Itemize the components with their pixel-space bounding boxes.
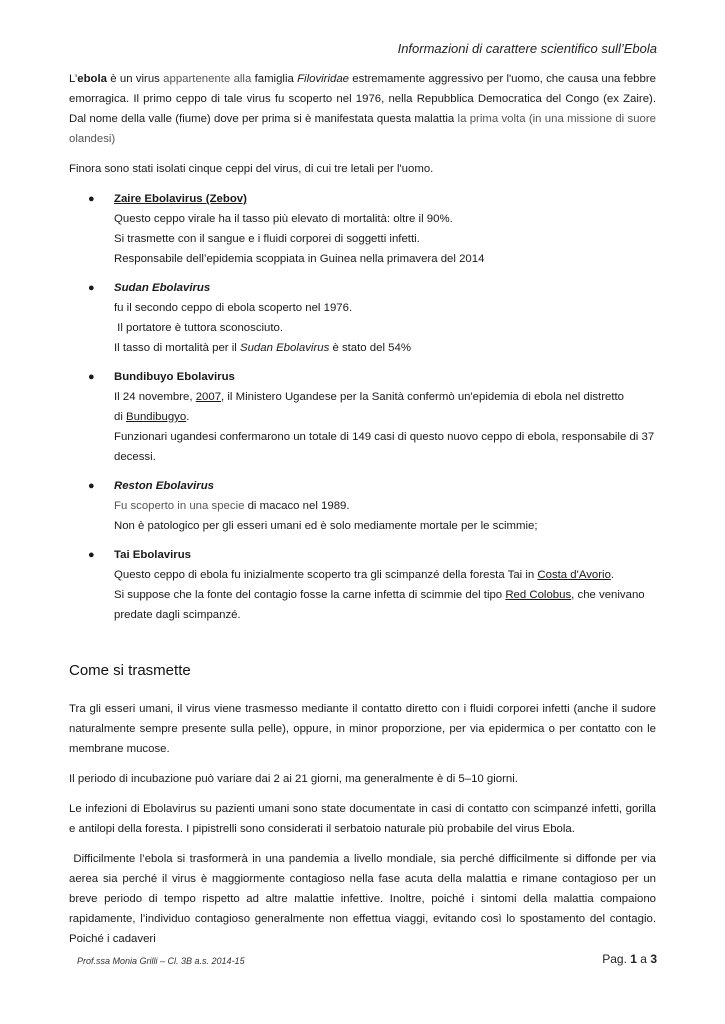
current-page: 1: [630, 952, 637, 966]
text-span: .: [610, 569, 615, 581]
bullet-icon: ●: [88, 480, 95, 492]
strains-intro-paragraph: Finora sono stati isolati cinque ceppi del virus, di cui tre letali per l'uomo.: [69, 163, 434, 175]
costa-davorio-link[interactable]: Costa d'Avorio: [537, 569, 611, 581]
bullet-icon: ●: [88, 549, 95, 561]
strain-line: Funzionari ugandesi confermarono un totale di 149 casi di questo nuovo ceppo di ebola, responsabile di 37 decessi.: [114, 431, 655, 463]
section-paragraph: Le infezioni di Ebolavirus su pazienti umani sono state documentate in casi di contatto con scimpanzé infetti, gorilla e antilopi della foresta. I pipistrelli sono considerati il serbatoio naturale più probabile del virus Ebola.: [69, 803, 656, 835]
strain-line: [114, 387, 656, 407]
strain-line: Non è patologico per gli esseri umani ed è solo mediamente mortale per le scimmie;: [114, 520, 538, 532]
intro-paragraph: [69, 69, 656, 149]
page-number: [602, 952, 657, 966]
strain-line: [114, 496, 656, 516]
section-heading: Come si trasmette: [69, 662, 191, 679]
text-span: Pag.: [602, 952, 631, 966]
strain-title: Sudan Ebolavirus: [114, 282, 211, 294]
section-paragraph: Tra gli esseri umani, il virus viene trasmesso mediante il contatto diretto con i fluidi corporei infetti (anche il sudore naturalmente sempre presente sulla pelle), oppure, in minor proporzione, per via epidermica o per contatto con le membrane mucose.: [69, 703, 656, 755]
strain-item-reston: [69, 476, 656, 536]
text-span: estremamente aggressivo per l'uomo, che causa una febbre emorragica. Il primo ceppo di tale virus fu scoperto nel 1976, nella Repubblica Democratica del Congo (ex Zaire). Dal nome della valle (fiume) dove per prima si è manifestata questa malattia: [69, 73, 656, 125]
strain-line: [114, 585, 656, 625]
strain-title: Bundibuyo Ebolavirus: [114, 371, 235, 383]
text-span: L’: [69, 73, 78, 85]
strain-line: fu il secondo ceppo di ebola scoperto nel 1976.: [114, 302, 353, 314]
strain-item-tai: [69, 545, 656, 625]
text-span: di macaco nel 1989.: [244, 500, 350, 512]
total-pages: 3: [650, 952, 657, 966]
document-body: [69, 69, 660, 959]
bullet-icon: ●: [88, 282, 95, 294]
year-2007-link[interactable]: 2007: [195, 391, 222, 403]
strain-line: [114, 338, 656, 358]
text-span: famiglia: [251, 73, 298, 85]
text-span: , il Ministero Ugandese per la Sanità confermò un'epidemia di ebola nel distretto: [221, 391, 625, 403]
text-span: .: [186, 411, 190, 423]
text-span: appartenente alla: [163, 73, 252, 85]
strain-title: Tai Ebolavirus: [114, 549, 192, 561]
strain-line: Responsabile dell’epidemia scoppiata in Guinea nella primavera del 2014: [114, 253, 485, 265]
strain-line: [114, 407, 656, 427]
strain-title: Zaire Ebolavirus (Zebov): [114, 193, 247, 205]
text-span: Il 24 novembre,: [114, 391, 196, 403]
strain-item-sudan: [69, 278, 656, 358]
section-paragraph: Difficilmente l’ebola si trasformerà in una pandemia a livello mondiale, sia perché difficilmente si diffonde per via aerea sia perché il virus è maggiormente contagioso nella fase acuta della malattia e rimane contagioso per un breve periodo di tempo rispetto ad altre malattie infettive. Inoltre, poiché i sintomi della malattia compaiono rapidamente, l’individuo contagioso generalmente non effettua viaggi, evitando così lo spostamento del contagio. Poiché i cadaveri: [69, 853, 660, 945]
bundibugyo-link[interactable]: Bundibugyo: [126, 411, 187, 423]
red-colobus-link[interactable]: Red Colobus: [505, 589, 572, 601]
text-span: Si suppose che la fonte del contagio fosse la carne infetta di scimmie del tipo: [114, 589, 506, 601]
text-span: Sudan Ebolavirus: [239, 342, 330, 354]
text-span: , che venivano predate dagli scimpanzé.: [114, 589, 645, 621]
text-span: Il tasso di mortalità per il: [114, 342, 240, 354]
ebola-bold-term: ebola: [77, 73, 108, 85]
strain-line: Questo ceppo virale ha il tasso più elevato di mortalità: oltre il 90%.: [114, 213, 453, 225]
strain-line: Il portatore è tuttora sconosciuto.: [114, 322, 284, 334]
filoviridae-italic-term: Filoviridae: [297, 73, 350, 85]
strain-item-bundibuyo: [69, 367, 656, 467]
text-span: Questo ceppo di ebola fu inizialmente scoperto tra gli scimpanzé della foresta Tai in: [114, 569, 538, 581]
text-span: a: [636, 952, 651, 966]
strain-line: [114, 565, 656, 585]
bullet-icon: ●: [88, 371, 95, 383]
bullet-icon: ●: [88, 193, 95, 205]
section-paragraph: Il periodo di incubazione può variare dai 2 ai 21 giorni, ma generalmente è di 5–10 giorni.: [69, 773, 518, 785]
strain-line: Si trasmette con il sangue e i fluidi corporei di soggetti infetti.: [114, 233, 420, 245]
text-span: è stato del 54%: [329, 342, 411, 354]
footer-author: Prof.ssa Monia Grilli – Cl. 3B a.s. 2014-15: [77, 956, 245, 966]
text-span: di: [114, 411, 127, 423]
running-header: Informazioni di carattere scientifico sull’Ebola: [397, 41, 657, 56]
strain-item-zaire: [69, 189, 656, 269]
strains-list: [69, 189, 656, 625]
text-span: Fu scoperto in una specie: [114, 500, 245, 512]
strain-title: Reston Ebolavirus: [114, 480, 215, 492]
text-span: la prima volta (in una missione di suore olandesi): [69, 113, 656, 145]
text-span: è un virus: [107, 73, 164, 85]
